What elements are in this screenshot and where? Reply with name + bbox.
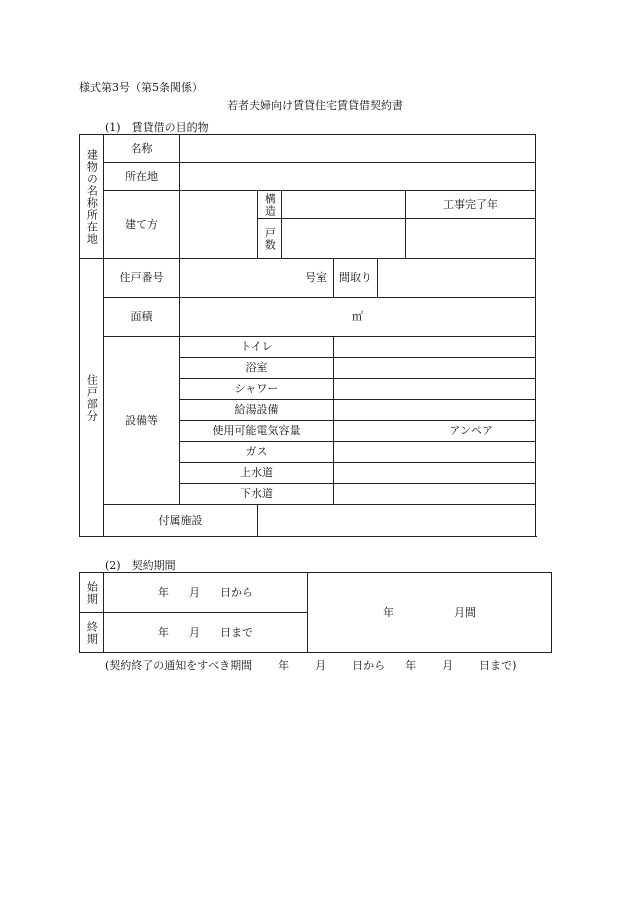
equipment-field-bath[interactable] (334, 358, 536, 379)
equipment-field-sewer[interactable] (334, 484, 536, 505)
end-year-label: 年 (158, 625, 169, 639)
facilities-field[interactable] (258, 505, 536, 537)
area-field[interactable] (180, 298, 536, 337)
notice-month-from: 月 (315, 659, 327, 672)
termination-notice-period (105, 657, 516, 673)
equipment-item-hot-water: 給湯設備 (180, 400, 334, 421)
equipment-item-water-supply: 上水道 (180, 463, 334, 484)
start-year-label: 年 (158, 585, 169, 599)
start-label: 始期 (80, 573, 104, 613)
notice-day-to: 日まで) (479, 659, 517, 672)
unit-number-label: 住戸番号 (104, 259, 180, 298)
build-type-field[interactable] (180, 191, 258, 259)
structure-field[interactable] (282, 191, 406, 219)
section-1-heading: (1) 賃貸借の目的物 (105, 121, 209, 134)
layout-field[interactable] (378, 259, 536, 298)
start-date-field[interactable] (104, 573, 308, 613)
unit-number-field[interactable] (180, 259, 334, 298)
section-2-heading: (2) 契約期間 (105, 559, 176, 572)
notice-year-from: 年 (278, 659, 290, 672)
completion-field[interactable] (406, 219, 536, 259)
end-month-label: 月 (189, 625, 200, 639)
duration-months-label: 月間 (454, 605, 476, 619)
start-month-label: 月 (189, 585, 200, 599)
form-number-label: 様式第3号（第5条関係） (79, 81, 203, 94)
facilities-label: 付属施設 (104, 505, 258, 537)
layout-label: 間取り (334, 259, 378, 298)
equipment-field-electric-capacity[interactable] (334, 421, 536, 442)
dwelling-group-header: 住戸部分 (80, 259, 104, 537)
location-label: 所在地 (104, 163, 180, 191)
equipment-field-toilet[interactable] (334, 337, 536, 358)
duration-year-label: 年 (383, 605, 394, 619)
end-day-label: 日まで (220, 625, 253, 639)
notice-label: (契約終了の通知をすべき期間 (105, 659, 253, 672)
contract-period-table (79, 572, 552, 653)
equipment-item-toilet: トイレ (180, 337, 334, 358)
document-title: 若者夫婦向け賃貸住宅賃貸借契約書 (227, 99, 403, 112)
notice-year-to: 年 (405, 659, 417, 672)
completion-label: 工事完了年 (406, 191, 536, 219)
equipment-item-bath: 浴室 (180, 358, 334, 379)
area-unit: ㎡ (352, 310, 364, 324)
end-label: 終期 (80, 613, 104, 653)
units-field[interactable] (282, 219, 406, 259)
equipment-item-sewer: 下水道 (180, 484, 334, 505)
equipment-item-shower: シャワー (180, 379, 334, 400)
room-suffix: 号室 (305, 271, 327, 285)
amp-unit: アンペア (449, 424, 494, 438)
structure-label: 構造 (258, 191, 282, 219)
equipment-label: 設備等 (104, 337, 180, 505)
equipment-field-gas[interactable] (334, 442, 536, 463)
build-type-label: 建て方 (104, 191, 180, 259)
building-group-header: 建物の名称所在地 (80, 135, 104, 259)
equipment-field-hot-water[interactable] (334, 400, 536, 421)
rental-object-table (79, 134, 536, 537)
start-day-label: 日から (220, 585, 253, 599)
duration-field[interactable] (308, 573, 552, 653)
notice-month-to: 月 (442, 659, 454, 672)
end-date-field[interactable] (104, 613, 308, 653)
equipment-item-electric-capacity: 使用可能電気容量 (180, 421, 334, 442)
area-label: 面積 (104, 298, 180, 337)
name-field[interactable] (180, 135, 536, 163)
equipment-item-gas: ガス (180, 442, 334, 463)
location-field[interactable] (180, 163, 536, 191)
name-label: 名称 (104, 135, 180, 163)
equipment-field-shower[interactable] (334, 379, 536, 400)
equipment-field-water-supply[interactable] (334, 463, 536, 484)
notice-day-from: 日から (352, 659, 386, 672)
units-label: 戸数 (258, 219, 282, 259)
